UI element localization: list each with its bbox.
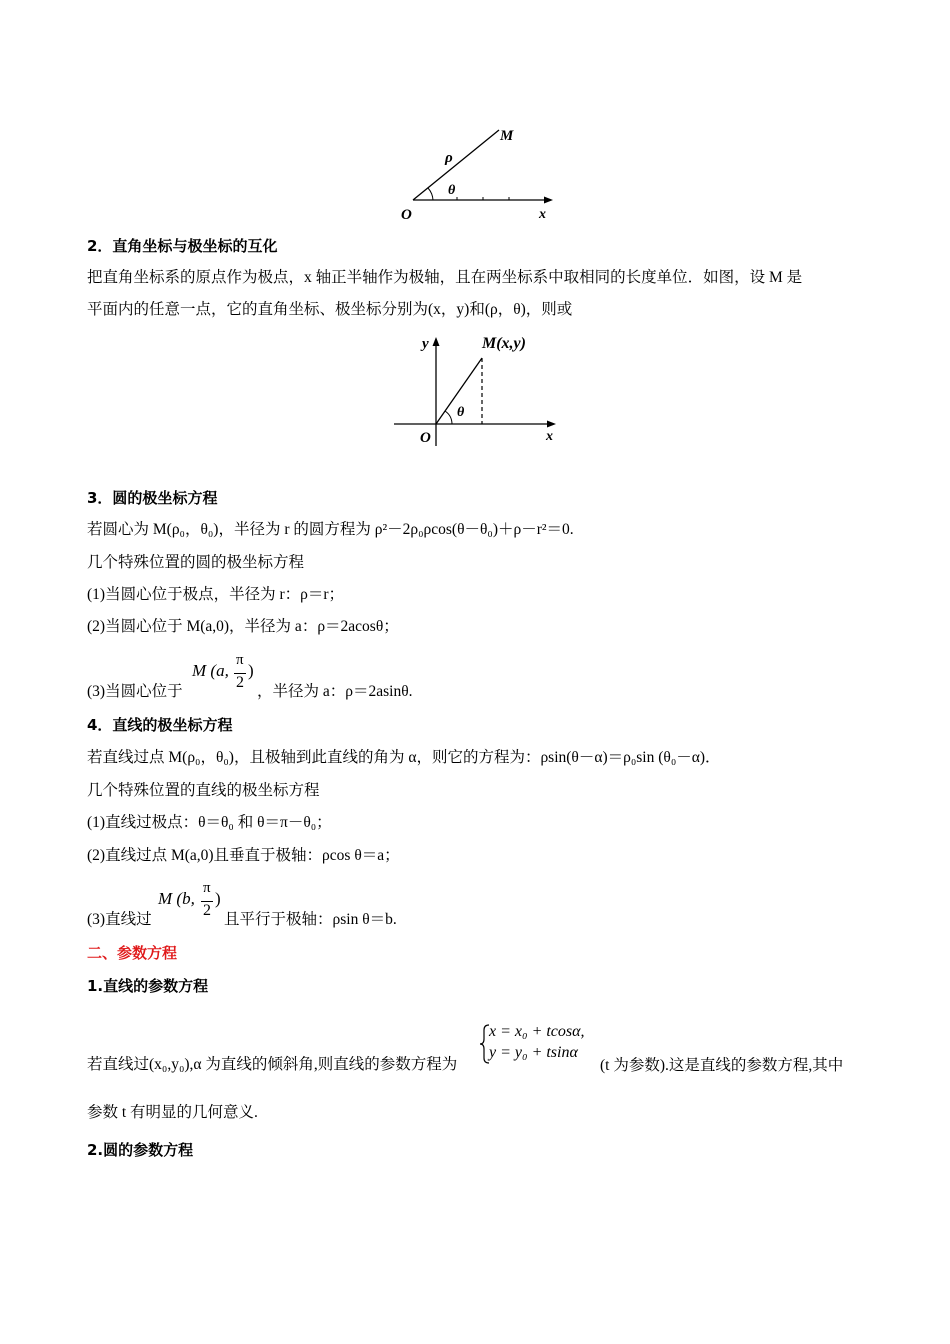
- section-3-paragraph-2: 几个特殊位置的圆的极坐标方程: [87, 554, 305, 571]
- fraction-numerator: π: [203, 880, 211, 896]
- point-lead: M (b,: [158, 889, 195, 908]
- section-4-paragraph-1: 若直线过点 M(ρ₀，θ₀)，且极轴到此直线的角为 α，则它的方程为：ρsin(θ－α)＝ρ₀sin (θ₀－α)．: [87, 749, 721, 766]
- param-line-heading: 1.直线的参数方程: [87, 977, 209, 995]
- fraction-numerator: π: [236, 652, 244, 668]
- part-2-heading: 二、参数方程: [87, 944, 178, 962]
- point-lead: M (a,: [192, 661, 229, 680]
- circle-case-2: (2)当圆心位于 M(a,0)，半径为 a：ρ＝2acosθ；: [87, 618, 399, 635]
- param-equation-y: y = y₀ + tsinα: [489, 1044, 578, 1061]
- label-x: x: [539, 207, 546, 222]
- param-line-suffix: (t 为参数).这是直线的参数方程,其中: [600, 1057, 844, 1074]
- ray-om: [413, 130, 499, 200]
- line-case-2: (2)直线过点 M(a,0)且垂直于极轴：ρcos θ＝a；: [87, 847, 400, 864]
- x-axis-arrow: [547, 421, 556, 428]
- line-case-3-prefix: (3)直线过: [87, 911, 152, 928]
- line-case-3-point: [158, 880, 228, 926]
- label-o: O: [401, 207, 412, 223]
- label-o: O: [420, 430, 431, 446]
- polar-coordinate-figure: [395, 122, 565, 224]
- circle-case-3-point: [192, 652, 262, 698]
- label-m: M: [500, 128, 514, 144]
- point-close: ): [248, 661, 254, 680]
- param-circle-heading: 2.圆的参数方程: [87, 1141, 194, 1159]
- point-close: ): [215, 889, 221, 908]
- circle-case-3-suffix: ，半径为 a：ρ＝2asinθ.: [257, 683, 413, 700]
- y-axis-arrow: [433, 337, 440, 346]
- section-2-paragraph-1: 把直角坐标系的原点作为极点，x 轴正半轴作为极轴，且在两坐标系中取相同的长度单位．如图，设 M 是: [87, 269, 803, 286]
- section-3-heading: 3．圆的极坐标方程: [87, 489, 218, 507]
- section-2-paragraph-2: 平面内的任意一点，它的直角坐标、极坐标分别为(x，y)和(ρ，θ)，则或: [87, 301, 573, 318]
- label-rho: ρ: [445, 150, 453, 166]
- line-case-3-suffix: 且平行于极轴：ρsin θ＝b.: [224, 911, 397, 928]
- label-theta: θ: [457, 405, 465, 420]
- param-line-prefix: 若直线过(x₀,y₀),α 为直线的倾斜角,则直线的参数方程为: [87, 1056, 458, 1073]
- line-case-1: (1)直线过极点：θ＝θ₀ 和 θ＝π－θ₀；: [87, 814, 332, 831]
- circle-case-1: (1)当圆心位于极点，半径为 r：ρ＝r；: [87, 586, 345, 603]
- param-equation-x: x = x₀ + tcosα,: [489, 1023, 585, 1040]
- polar-axis-arrow: [544, 197, 553, 204]
- section-2-heading: 2．直角坐标与极坐标的互化: [87, 237, 278, 255]
- angle-arc: [428, 188, 433, 200]
- fraction-denominator: 2: [203, 902, 211, 919]
- angle-arc: [445, 411, 452, 424]
- fraction-denominator: 2: [236, 674, 244, 691]
- label-y: y: [422, 336, 429, 352]
- label-x: x: [546, 429, 553, 444]
- circle-case-3-prefix: (3)当圆心位于: [87, 683, 183, 700]
- section-4-paragraph-2: 几个特殊位置的直线的极坐标方程: [87, 782, 320, 799]
- label-m-xy: M(x,y): [482, 335, 526, 352]
- section-3-paragraph-1: 若圆心为 M(ρ₀，θ₀)，半径为 r 的圆方程为 ρ²－2ρ₀ρcos(θ－θ₀)＋ρ－r²＝0.: [87, 521, 574, 538]
- rect-polar-figure: [390, 328, 570, 450]
- section-4-heading: 4．直线的极坐标方程: [87, 716, 233, 734]
- label-theta: θ: [448, 183, 456, 198]
- param-line-paragraph-2: 参数 t 有明显的几何意义.: [87, 1104, 258, 1121]
